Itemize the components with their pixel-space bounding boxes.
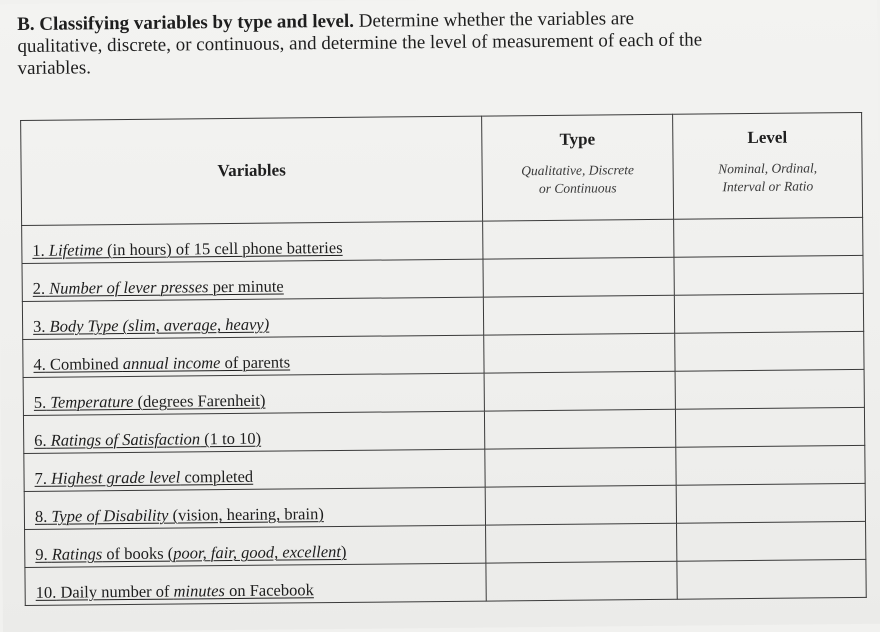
variable-text-part: on Facebook (224, 580, 314, 601)
variable-text-part: Daily number of (60, 581, 174, 602)
variables-table (20, 112, 867, 606)
variable-label (32, 238, 342, 260)
level-answer-cell[interactable] (674, 255, 863, 295)
level-options-line-1: Nominal, Ordinal, (718, 160, 818, 177)
variable-cell (22, 297, 483, 339)
variable-text-part: annual income (122, 353, 221, 374)
variable-label (35, 504, 324, 526)
level-answer-cell[interactable] (675, 369, 864, 409)
variable-label (34, 467, 253, 488)
variable-text-part: Highest grade level (50, 467, 181, 488)
variable-cell (25, 563, 486, 605)
type-answer-cell[interactable] (486, 561, 677, 601)
variable-text-part: (degrees Farenheit) (133, 390, 266, 411)
type-answer-cell[interactable] (484, 371, 675, 411)
variable-cell (23, 373, 484, 415)
variable-cell (23, 335, 484, 377)
level-answer-cell[interactable] (674, 293, 863, 333)
variable-number: 7. (34, 468, 48, 488)
section-heading: B. Classifying variables by type and level. (17, 10, 355, 36)
variable-text-part: Type of Disability (51, 505, 169, 526)
instructions-line-2: qualitative, discrete, or continuous, and determine the level of measurement of each of the (17, 29, 703, 58)
type-options-line-2: or Continuous (538, 180, 617, 197)
variable-text-part: poor, fair, good, excellent (173, 541, 342, 563)
variable-number: 4. (33, 354, 46, 374)
variable-text-part: completed (180, 466, 254, 487)
variable-text-part: of parents (220, 352, 291, 373)
variable-number: 9. (35, 544, 48, 564)
level-column-header (673, 112, 863, 219)
level-answer-cell[interactable] (676, 483, 865, 523)
table-header-row (21, 112, 863, 225)
variable-cell (24, 449, 485, 491)
level-answer-cell[interactable] (677, 559, 866, 599)
level-answer-cell[interactable] (675, 331, 864, 371)
section-intro (17, 6, 848, 80)
variable-text-part: Ratings of Satisfaction (50, 429, 201, 450)
variable-text-part: Body Type (slim, average, heavy) (49, 314, 270, 336)
variable-number: 6. (34, 430, 47, 450)
level-options-line-2: Interval or Ratio (722, 178, 814, 195)
variable-label (33, 352, 290, 373)
variable-number: 10. (35, 582, 57, 602)
type-answer-cell[interactable] (484, 333, 675, 373)
instructions-line-1: Determine whether the variables are (358, 8, 635, 32)
type-answer-cell[interactable] (486, 523, 677, 563)
level-answer-cell[interactable] (675, 407, 864, 447)
type-title: Type (559, 129, 596, 149)
variable-number: 3. (33, 316, 46, 336)
level-options (674, 159, 862, 197)
type-answer-cell[interactable] (483, 219, 674, 259)
variable-cell (24, 487, 485, 529)
type-options (483, 161, 673, 199)
variable-text-part: Ratings (51, 544, 103, 564)
variable-text-part: minutes (173, 581, 226, 601)
variable-cell (25, 525, 486, 567)
level-answer-cell[interactable] (677, 521, 866, 561)
variable-text-part: Combined (49, 354, 123, 374)
variable-cell (23, 411, 484, 453)
variable-label (34, 391, 266, 412)
type-answer-cell[interactable] (484, 409, 675, 449)
type-options-line-1: Qualitative, Discrete (521, 162, 635, 179)
type-answer-cell[interactable] (483, 295, 674, 335)
variable-text-part: Temperature (50, 391, 134, 412)
variable-number: 5. (33, 392, 47, 412)
table-row (25, 559, 866, 605)
variable-text-part: ) (340, 541, 347, 561)
instructions-line-3: variables. (17, 57, 92, 80)
variable-label (35, 542, 346, 564)
variable-label (33, 315, 269, 336)
variable-text-part: of books ( (102, 543, 174, 564)
variables-column-header: Variables (21, 116, 483, 225)
variable-number: 8. (34, 506, 48, 526)
variable-label (36, 580, 314, 602)
level-answer-cell[interactable] (674, 217, 863, 257)
type-column-header (482, 114, 674, 221)
level-answer-cell[interactable] (676, 445, 865, 485)
variable-text-part: (vision, hearing, brain) (168, 504, 324, 525)
variable-label (33, 276, 284, 297)
type-answer-cell[interactable] (485, 447, 676, 487)
level-title: Level (747, 127, 788, 148)
variable-cell (22, 259, 483, 301)
variable-cell (22, 221, 483, 263)
type-answer-cell[interactable] (485, 485, 676, 525)
variable-label (34, 429, 261, 450)
variable-text-part: per minute (208, 276, 284, 297)
variable-number: 1. (32, 240, 45, 260)
variable-text-part: (in hours) of 15 cell phone batteries (102, 237, 343, 260)
variable-number: 2. (32, 278, 46, 298)
type-answer-cell[interactable] (483, 257, 674, 297)
variable-text-part: (1 to 10) (200, 428, 262, 449)
variable-text-part: Lifetime (48, 240, 104, 260)
variable-text-part: Number of lever presses (49, 277, 209, 298)
